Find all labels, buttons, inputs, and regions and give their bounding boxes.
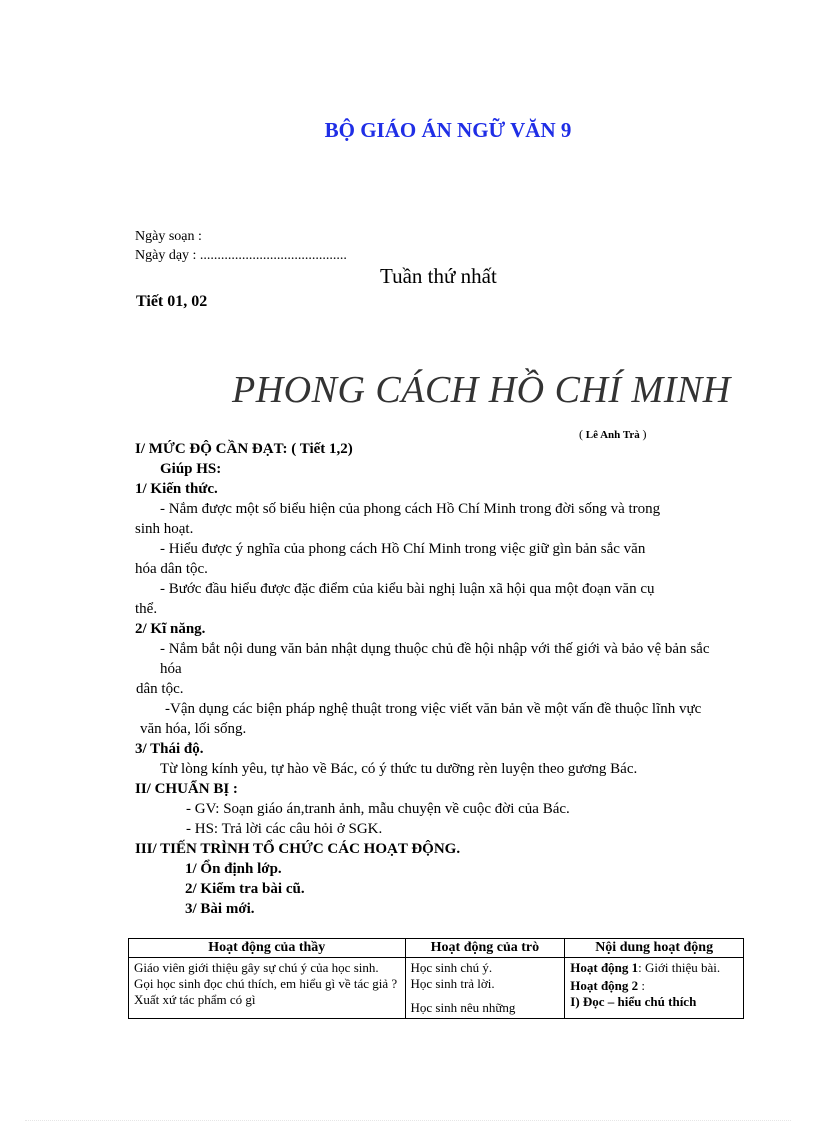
step-kiem-tra-bai-cu: 2/ Kiểm tra bài cũ. xyxy=(185,881,305,897)
lesson-number: Tiết 01, 02 xyxy=(136,293,208,310)
student-activity-cell xyxy=(405,958,565,1019)
kien-thuc-item-1: - Nắm được một số biểu hiện của phong cách Hồ Chí Minh trong đời sống và trong xyxy=(160,501,661,517)
column-header-teacher: Hoạt động của thầy xyxy=(129,939,406,958)
teacher-activity-cell xyxy=(129,958,406,1019)
kien-thuc-item-2: - Hiểu được ý nghĩa của phong cách Hồ Chí Minh trong việc giữ gìn bản sắc văn xyxy=(160,541,646,557)
activity-2-label: Hoạt động 2 xyxy=(570,978,639,993)
author-paren-close: ) xyxy=(642,427,647,441)
student-activity-1: Học sinh chú ý. xyxy=(410,960,493,975)
chuan-bi-gv: - GV: Soạn giáo án,tranh ảnh, mẫu chuyện về cuộc đời của Bác. xyxy=(186,801,570,817)
author-name: Lê Anh Trà xyxy=(585,429,640,441)
kien-thuc-item-1-cont: sinh hoạt. xyxy=(135,521,194,537)
activity-1-label: Hoạt động 1 xyxy=(570,960,639,975)
teacher-activity-2: Gọi học sinh đọc chú thích, em hiểu gì về tác giả ? Xuất xứ tác phẩm có gì xyxy=(134,976,398,1007)
week-heading: Tuần thứ nhất xyxy=(380,264,497,288)
ki-nang-item-2: -Vận dụng các biện pháp nghệ thuật trong việc viết văn bản về một vấn đề thuộc lĩnh vực xyxy=(165,701,702,717)
content-activity-cell xyxy=(565,958,744,1019)
teacher-activity-1: Giáo viên giới thiệu gây sự chú ý của học sinh. xyxy=(134,960,379,975)
author-paren-open: ( xyxy=(579,427,583,441)
ki-nang-item-1-cont: hóa xyxy=(160,661,182,677)
kien-thuc-item-3: - Bước đầu hiểu được đặc điểm của kiểu bài nghị luận xã hội qua một đoạn văn cụ xyxy=(160,581,655,597)
chuan-bi-hs: - HS: Trả lời các câu hỏi ở SGK. xyxy=(186,821,383,837)
section-giup-hs: Giúp HS: xyxy=(160,461,222,477)
ki-nang-item-1-cont2: dân tộc. xyxy=(136,681,184,697)
document-title: BỘ GIÁO ÁN NGỮ VĂN 9 xyxy=(324,118,572,142)
page-bottom-divider xyxy=(25,1120,791,1121)
ki-nang-item-1: - Nắm bắt nội dung văn bản nhật dụng thuộc chủ đề hội nhập với thế giới và bảo vệ bản sắc xyxy=(160,641,710,657)
step-on-dinh-lop: 1/ Ổn định lớp. xyxy=(185,861,282,877)
activity-2-subheading: I) Đọc – hiểu chú thích xyxy=(570,994,697,1009)
activity-1-text: : Giới thiệu bài. xyxy=(638,960,721,975)
subsection-ki-nang: 2/ Kĩ năng. xyxy=(135,621,206,637)
subsection-thai-do: 3/ Thái độ. xyxy=(135,741,204,757)
student-activity-3: Học sinh nêu những xyxy=(410,1000,516,1015)
lesson-title: PHONG CÁCH HỒ CHÍ MINH xyxy=(232,369,731,411)
table-header-row xyxy=(129,939,744,958)
author-credit xyxy=(579,427,647,442)
column-header-student: Hoạt động của trò xyxy=(405,939,565,958)
kien-thuc-item-2-cont: hóa dân tộc. xyxy=(135,561,208,577)
content-activity-2 xyxy=(570,978,738,994)
table-row xyxy=(129,958,744,1019)
activity-2-text: : xyxy=(638,978,646,993)
subsection-kien-thuc: 1/ Kiến thức. xyxy=(135,481,218,497)
kien-thuc-item-3-cont: thể. xyxy=(135,601,158,617)
ngay-day-line: Ngày dạy : .......................................... xyxy=(135,248,347,263)
thai-do-text: Từ lòng kính yêu, tự hào về Bác, có ý thức tu dưỡng rèn luyện theo gương Bác. xyxy=(160,761,638,777)
section-muc-do-can-dat: I/ MỨC ĐỘ CẦN ĐẠT: ( Tiết 1,2) xyxy=(135,441,353,457)
section-tien-trinh: III/ TIẾN TRÌNH TỔ CHỨC CÁC HOẠT ĐỘNG. xyxy=(135,841,461,857)
section-chuan-bi: II/ CHUẨN BỊ : xyxy=(135,781,238,797)
ngay-soan-line: Ngày soạn : xyxy=(135,229,202,244)
ki-nang-item-2-cont: văn hóa, lối sống. xyxy=(140,721,247,737)
activity-table xyxy=(128,938,744,1019)
content-activity-1 xyxy=(570,960,738,976)
step-bai-moi: 3/ Bài mới. xyxy=(185,901,255,917)
student-activity-2: Học sinh trả lời. xyxy=(410,976,495,991)
column-header-content: Nội dung hoạt động xyxy=(565,939,744,958)
